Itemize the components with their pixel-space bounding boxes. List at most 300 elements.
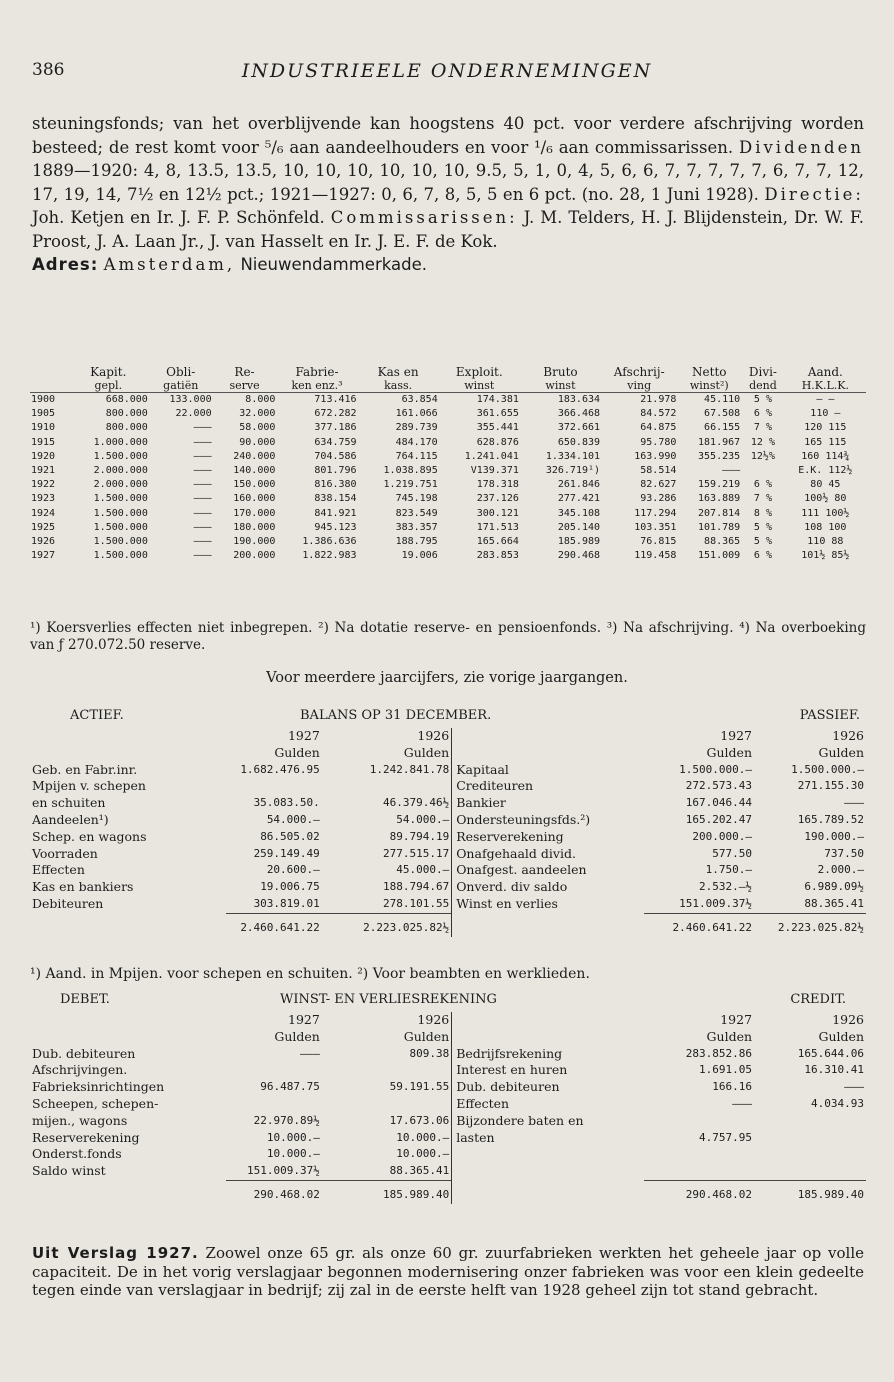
- adres-city: Amsterdam,: [103, 255, 236, 274]
- table-cell: 150.000: [233, 479, 276, 491]
- table-cell: 160.000: [233, 493, 276, 505]
- history-column-header: Fabrie-: [295, 365, 339, 379]
- amount-cell: [754, 1163, 866, 1180]
- amount-cell: ———: [299, 1046, 320, 1060]
- table-cell: 63.854: [401, 394, 438, 405]
- table-cell: 1923: [31, 493, 56, 505]
- table-cell: 355.235: [698, 450, 741, 462]
- dividenden-label: Dividenden: [738, 137, 864, 157]
- amount-cell: [322, 1062, 452, 1079]
- amount-cell: 1.242.841.78: [369, 762, 450, 776]
- footnotes-balance: ¹) Aand. in Mpijen. voor schepen en schuiten. ²) Voor beambten en werklieden.: [30, 966, 590, 982]
- amount-cell: 151.009.37½: [679, 896, 752, 910]
- table-cell: 345.108: [557, 507, 601, 519]
- table-cell: 823.549: [395, 507, 438, 519]
- history-column-header: H.K.L.K.: [785, 379, 866, 393]
- amount-cell: 1.500.000.—: [679, 762, 752, 776]
- table-cell: 58.514: [640, 465, 677, 477]
- table-cell: 1.241.041: [464, 450, 519, 462]
- account-label: [454, 1146, 644, 1163]
- adres-label: Adres:: [32, 255, 99, 274]
- amount-cell: 737.50: [824, 846, 864, 860]
- account-label: Dub. debiteuren: [32, 1045, 136, 1061]
- table-cell: ———: [193, 507, 212, 519]
- table-cell: 1900: [31, 394, 56, 405]
- table-cell: 108 100: [804, 521, 847, 533]
- amount-cell: 20.600.—: [266, 863, 320, 877]
- unit-header: [454, 1029, 644, 1046]
- table-row: [30, 829, 866, 846]
- table-row: [30, 535, 866, 549]
- account-label: Debiteuren: [32, 896, 104, 912]
- amount-cell: 809.38: [409, 1046, 450, 1060]
- page-title: INDUSTRIEELE ONDERNEMINGEN: [241, 60, 653, 82]
- table-cell: 5 %: [753, 536, 772, 548]
- account-label: [454, 1163, 644, 1180]
- actief-title: ACTIEF.: [70, 708, 124, 723]
- table-cell: 237.126: [476, 493, 519, 505]
- history-column-header: Netto: [692, 365, 727, 379]
- total-amount: 185.989.40: [754, 1180, 866, 1203]
- table-cell: 93.286: [640, 493, 677, 505]
- unit-header-row: [30, 1029, 866, 1046]
- page-number: 386: [32, 60, 65, 80]
- amount-cell: 4.034.93: [811, 1096, 864, 1110]
- table-cell: 103.351: [634, 521, 677, 533]
- history-column-header: Divi-: [748, 365, 777, 379]
- table-cell: 240.000: [233, 450, 276, 462]
- table-cell: ———: [193, 450, 212, 462]
- table-cell: 1.500.000: [93, 536, 148, 548]
- amount-cell: [322, 778, 452, 795]
- table-cell: 1.000.000: [93, 436, 148, 448]
- table-row: [30, 549, 866, 563]
- profit-loss-table: [30, 1012, 866, 1204]
- amount-cell: 96.487.75: [260, 1080, 320, 1094]
- table-cell: 101½ 85½: [801, 550, 850, 562]
- table-cell: 801.796: [314, 465, 357, 477]
- amount-cell: 259.149.49: [253, 846, 320, 860]
- table-cell: — —: [816, 394, 835, 405]
- table-row: [30, 521, 866, 535]
- table-row: [30, 1096, 866, 1113]
- history-column-header: Obli-: [166, 365, 196, 379]
- table-cell: 816.380: [314, 479, 357, 491]
- table-cell: 64.875: [640, 422, 677, 434]
- year-header: [454, 728, 644, 745]
- amount-cell: 89.794.19: [389, 829, 450, 843]
- amount-cell: 190.000.—: [804, 829, 864, 843]
- table-cell: 841.921: [314, 507, 357, 519]
- table-cell: ———: [722, 465, 741, 477]
- total-amount: 2.460.641.22: [644, 913, 754, 936]
- table-cell: 713.416: [314, 394, 357, 405]
- credit-title: CREDIT.: [790, 992, 846, 1007]
- history-column-header: winst: [520, 379, 601, 393]
- intro-paragraph: [32, 112, 864, 253]
- table-cell: 290.468: [557, 550, 601, 562]
- history-table: [30, 366, 866, 563]
- directie-text: Joh. Ketjen en Ir. J. F. P. Schönfeld.: [32, 208, 325, 227]
- account-label: Kapitaal: [456, 761, 509, 777]
- amount-cell: 165.202.47: [685, 812, 752, 826]
- amount-cell: 22.970.89½: [253, 1113, 320, 1127]
- passief-title: PASSIEF.: [799, 708, 860, 723]
- table-cell: 628.876: [476, 436, 519, 448]
- unit-header: Gulden: [403, 744, 450, 760]
- account-label: Fabrieksinrichtingen: [32, 1079, 165, 1095]
- table-cell: 170.000: [233, 507, 276, 519]
- history-column-header: ken enz.³: [276, 379, 357, 393]
- table-row: [30, 421, 866, 435]
- table-row: [30, 1079, 866, 1096]
- amount-cell: [644, 1113, 754, 1130]
- amount-cell: 86.505.02: [260, 829, 320, 843]
- amount-cell: 6.989.09½: [804, 880, 864, 894]
- history-column-header: Aand.: [807, 365, 843, 379]
- table-cell: 289.739: [395, 422, 438, 434]
- account-label: Geb. en Fabr.inr.: [32, 761, 138, 777]
- table-row: [30, 1146, 866, 1163]
- account-label: Saldo winst: [32, 1163, 106, 1179]
- amount-cell: 17.673.06: [389, 1113, 450, 1127]
- account-label: Onafgest. aandeelen: [456, 862, 587, 878]
- table-cell: 1920: [31, 450, 56, 462]
- profit-loss-header: [30, 992, 866, 1012]
- account-label: lasten: [456, 1129, 495, 1145]
- account-label: Reserverekening: [32, 1129, 140, 1145]
- year-header: 1926: [417, 728, 450, 743]
- table-cell: 2.000.000: [93, 465, 148, 477]
- table-cell: 800.000: [105, 422, 148, 434]
- table-row: [30, 1163, 866, 1180]
- unit-header: [30, 1029, 226, 1046]
- history-column-header: dend: [741, 379, 785, 393]
- table-cell: 159.219: [698, 479, 741, 491]
- table-cell: 1925: [31, 521, 56, 533]
- table-cell: 372.661: [557, 422, 601, 434]
- amount-cell: 10.000.—: [266, 1130, 320, 1144]
- table-cell: 174.381: [476, 394, 519, 405]
- table-cell: 205.140: [557, 521, 601, 533]
- amount-cell: 1.682.476.95: [240, 762, 320, 776]
- table-cell: 188.795: [395, 536, 438, 548]
- table-cell: 8.000: [245, 394, 276, 405]
- table-cell: 45.110: [704, 394, 741, 405]
- table-cell: 704.586: [314, 450, 357, 462]
- account-label: Reserverekening: [456, 828, 564, 844]
- table-cell: 650.839: [557, 436, 601, 448]
- amount-cell: 577.50: [712, 846, 752, 860]
- table-cell: 185.989: [557, 536, 601, 548]
- table-cell: 32.000: [239, 408, 276, 420]
- total-amount: 290.468.02: [644, 1180, 754, 1203]
- amount-cell: 10.000.—: [266, 1147, 320, 1161]
- amount-cell: [322, 1096, 452, 1113]
- amount-cell: 10.000.—: [396, 1147, 450, 1161]
- unit-header: Gulden: [818, 744, 864, 760]
- account-label: Effecten: [456, 1095, 510, 1111]
- unit-header: Gulden: [403, 1028, 450, 1044]
- amount-cell: 271.155.30: [797, 779, 864, 793]
- more-figures-note: Voor meerdere jaarcijfers, zie vorige jaargangen.: [266, 670, 628, 686]
- balance-table: [30, 728, 866, 937]
- history-column-header: gatiën: [149, 379, 213, 393]
- table-cell: 163.990: [634, 450, 677, 462]
- table-cell: 1.500.000: [93, 550, 148, 562]
- table-cell: 160 114¾: [801, 450, 850, 462]
- table-cell: 1921: [31, 465, 56, 477]
- table-cell: 19.006: [401, 550, 438, 562]
- table-cell: 21.978: [640, 394, 677, 405]
- table-cell: 1926: [31, 536, 56, 548]
- amount-cell: 1.500.000.—: [791, 762, 864, 776]
- account-label: Mpijen v. schepen: [32, 778, 146, 794]
- table-cell: ———: [193, 521, 212, 533]
- amount-cell: [754, 1113, 866, 1130]
- footnotes-text: ¹) Koersverlies effecten niet inbegrepen. ²) Na dotatie reserve- en pensioenfonds. ³) Na afschrijving. ⁴) Na overboeking van ƒ 270.072.50 reserve.: [30, 620, 866, 653]
- table-cell: 12 %: [750, 436, 775, 448]
- table-row: [30, 812, 866, 829]
- company-intro: [32, 112, 864, 277]
- table-cell: 82.627: [640, 479, 677, 491]
- amount-cell: 278.101.55: [382, 896, 450, 910]
- account-label: Onafgehaald divid.: [456, 845, 576, 861]
- table-cell: 151.009: [698, 550, 741, 562]
- table-cell: 183.634: [557, 394, 601, 405]
- empty-cell: [454, 1180, 644, 1203]
- table-cell: 745.198: [395, 493, 438, 505]
- amount-cell: 200.000.—: [692, 829, 752, 843]
- table-cell: 101.789: [698, 521, 741, 533]
- table-row: [30, 762, 866, 779]
- totals-row: [30, 913, 866, 936]
- profit-loss-account: [30, 992, 866, 1204]
- totals-row: [30, 1180, 866, 1203]
- amount-cell: 88.365.41: [389, 1164, 450, 1178]
- year-header-row: [30, 728, 866, 745]
- table-cell: 1.386.636: [302, 536, 357, 548]
- unit-header: Gulden: [274, 744, 320, 760]
- table-cell: 1.500.000: [93, 450, 148, 462]
- table-row: [30, 393, 866, 408]
- history-column-header: winst: [439, 379, 520, 393]
- amount-cell: ———: [732, 1096, 753, 1110]
- history-column-header: winst²): [677, 379, 741, 393]
- amount-cell: 35.083.50.: [253, 796, 320, 810]
- year-header: 1926: [417, 1012, 450, 1027]
- commissarissen-text: J. M. Telders, H. J. Blijdenstein, Dr. W. F. Proost, J. A. Laan Jr., J. van Hasselt en Ir. J. E. F. de Kok.: [32, 208, 865, 251]
- table-row: [30, 436, 866, 450]
- amount-cell: 165.644.06: [797, 1046, 864, 1060]
- balance-title: BALANS OP 31 DECEMBER.: [300, 708, 492, 723]
- account-label: Dub. debiteuren: [456, 1079, 560, 1095]
- total-amount: 185.989.40: [322, 1180, 452, 1203]
- year-header: 1927: [288, 1012, 320, 1027]
- amount-cell: 165.789.52: [797, 812, 864, 826]
- table-row: [30, 1062, 866, 1079]
- table-cell: 668.000: [105, 394, 148, 405]
- adres-street: Nieuwendammerkade.: [240, 255, 427, 274]
- amount-cell: [644, 1163, 754, 1180]
- year-header: 1927: [287, 728, 320, 743]
- year-header: [30, 728, 226, 745]
- unit-header: [30, 745, 226, 762]
- history-column-header: Kas en: [377, 365, 419, 379]
- table-row: [30, 1130, 866, 1147]
- table-cell: 1927: [31, 550, 56, 562]
- unit-header: Gulden: [706, 744, 752, 760]
- account-label: Effecten: [32, 862, 85, 878]
- account-label: Interest en huren: [456, 1062, 568, 1078]
- table-cell: 5 %: [753, 521, 772, 533]
- amount-cell: 54.000.—: [266, 812, 320, 826]
- table-cell: 161.066: [395, 408, 438, 420]
- amount-cell: 10.000.—: [396, 1130, 450, 1144]
- history-column-header: Exploit.: [455, 365, 503, 379]
- history-column-header: Re-: [234, 365, 255, 379]
- commissarissen-label: Commissarissen:: [330, 208, 518, 227]
- table-cell: 7 %: [753, 422, 772, 434]
- amount-cell: 277.515.17: [382, 846, 450, 860]
- table-row: [30, 464, 866, 478]
- table-cell: ———: [193, 536, 212, 548]
- table-cell: 178.318: [476, 479, 519, 491]
- year-header: 1926: [832, 728, 864, 743]
- table-cell: 22.000: [175, 408, 212, 420]
- amount-cell: [644, 1146, 754, 1163]
- table-cell: 200.000: [233, 550, 276, 562]
- account-label: Kas en bankiers: [32, 879, 134, 895]
- table-cell: 277.421: [557, 493, 601, 505]
- amount-cell: 45.000.—: [396, 863, 450, 877]
- table-cell: 181.967: [698, 436, 741, 448]
- year-header: 1927: [720, 728, 752, 743]
- table-row: [30, 507, 866, 521]
- table-cell: 133.000: [169, 394, 212, 405]
- table-cell: 8 %: [753, 507, 772, 519]
- table-row: [30, 1113, 866, 1130]
- amount-cell: ———: [844, 1080, 864, 1094]
- year-header-row: [30, 1012, 866, 1029]
- amount-cell: 283.852.86: [685, 1046, 753, 1060]
- amount-cell: 272.573.43: [685, 779, 752, 793]
- table-cell: 110 88: [807, 536, 844, 548]
- amount-cell: 59.191.55: [389, 1080, 450, 1094]
- history-column-header: serve: [213, 379, 277, 393]
- history-header-row: [30, 366, 866, 379]
- year-header: [454, 1012, 644, 1029]
- table-cell: 119.458: [634, 550, 677, 562]
- amount-cell: [226, 1062, 322, 1079]
- directie-label: Directie:: [764, 184, 864, 204]
- table-cell: 6 %: [753, 479, 772, 491]
- table-cell: 1905: [31, 408, 56, 420]
- table-row: [30, 879, 866, 896]
- amount-cell: [226, 778, 322, 795]
- table-cell: ———: [193, 479, 212, 491]
- history-column-header: Kapit.: [90, 365, 127, 379]
- table-cell: 6 %: [753, 550, 772, 562]
- amount-cell: [226, 1096, 322, 1113]
- table-cell: ———: [193, 493, 212, 505]
- unit-header: Gulden: [706, 1028, 753, 1044]
- table-cell: 90.000: [239, 436, 276, 448]
- table-cell: 1.500.000: [93, 521, 148, 533]
- account-label: Crediteuren: [456, 778, 534, 794]
- amount-cell: 46.379.46½: [382, 796, 450, 810]
- amount-cell: 166.16: [712, 1080, 753, 1094]
- history-column-header: Bruto: [543, 365, 578, 379]
- history-column-header: ving: [601, 379, 677, 393]
- table-cell: 361.655: [476, 408, 519, 420]
- account-label: Scheepen, schepen-: [32, 1095, 159, 1111]
- table-cell: 165 115: [804, 436, 847, 448]
- table-cell: 1922: [31, 479, 56, 491]
- table-cell: 7 %: [753, 493, 772, 505]
- balance-header: [30, 708, 866, 728]
- account-label: Bijzondere baten en: [456, 1112, 584, 1128]
- table-cell: 261.846: [557, 479, 601, 491]
- table-cell: 88.365: [704, 536, 741, 548]
- history-column-header: [30, 379, 68, 393]
- unit-header: Gulden: [818, 1028, 864, 1044]
- amount-cell: 151.009.37½: [246, 1164, 320, 1178]
- table-cell: 1915: [31, 436, 56, 448]
- table-row: [30, 795, 866, 812]
- verslag-text: Zoowel onze 65 gr. als onze 60 gr. zuurfabrieken werkten het geheele jaar op volle capaciteit. De in het vorig verslagjaar begonnen modernisering onzer fabrieken was voor een klein gedeelte tegen einde van verslagjaar in bedrijf; zij zal in de eerste helft van 1928 geheel zijn tot stand gebracht.: [32, 1244, 865, 1299]
- table-cell: 800.000: [105, 408, 148, 420]
- account-label: Voorraden: [32, 845, 98, 861]
- account-label: Onderst.fonds: [32, 1146, 122, 1162]
- table-cell: 120 115: [804, 422, 847, 434]
- intro-line: steuningsfonds; van het overblijvende kan hoogstens 40 pct. voor verdere afschrijving worden besteed; de rest komt voor ⁵/₆ aan aandeelhouders en voor ¹/₆ aan commissarissen.: [32, 114, 864, 157]
- amount-cell: 19.006.75: [260, 880, 320, 894]
- unit-header-row: [30, 745, 866, 762]
- table-cell: 1.500.000: [93, 493, 148, 505]
- table-row: [30, 896, 866, 913]
- table-cell: 1924: [31, 507, 56, 519]
- table-cell: 180.000: [233, 521, 276, 533]
- table-cell: 67.508: [704, 408, 741, 420]
- table-cell: 283.853: [476, 550, 519, 562]
- table-cell: ———: [193, 465, 212, 477]
- history-body: [30, 393, 866, 564]
- account-label: Bankier: [456, 795, 506, 811]
- amount-cell: 2.532.—½: [699, 880, 752, 894]
- amount-cell: 303.819.01: [253, 896, 320, 910]
- table-cell: 207.814: [698, 507, 741, 519]
- total-amount: 2.223.025.82½: [754, 913, 866, 936]
- table-cell: 6 %: [753, 408, 772, 420]
- table-cell: 672.282: [314, 408, 357, 420]
- table-cell: 190.000: [233, 536, 276, 548]
- table-row: [30, 1046, 866, 1063]
- table-row: [30, 407, 866, 421]
- table-row: [30, 492, 866, 506]
- unit-header: Gulden: [274, 1028, 320, 1044]
- table-cell: ———: [193, 436, 212, 448]
- account-label: mijen., wagons: [32, 1112, 128, 1128]
- amount-cell: 1.750.—: [705, 863, 752, 877]
- account-label: Bedrijfsrekening: [456, 1045, 563, 1061]
- amount-cell: 88.365.41: [804, 896, 864, 910]
- account-label: en schuiten: [32, 795, 106, 811]
- amount-cell: 4.757.95: [699, 1130, 753, 1144]
- table-cell: 5 %: [753, 394, 772, 405]
- footnotes-history: [30, 620, 866, 654]
- table-cell: 326.719¹): [545, 465, 601, 477]
